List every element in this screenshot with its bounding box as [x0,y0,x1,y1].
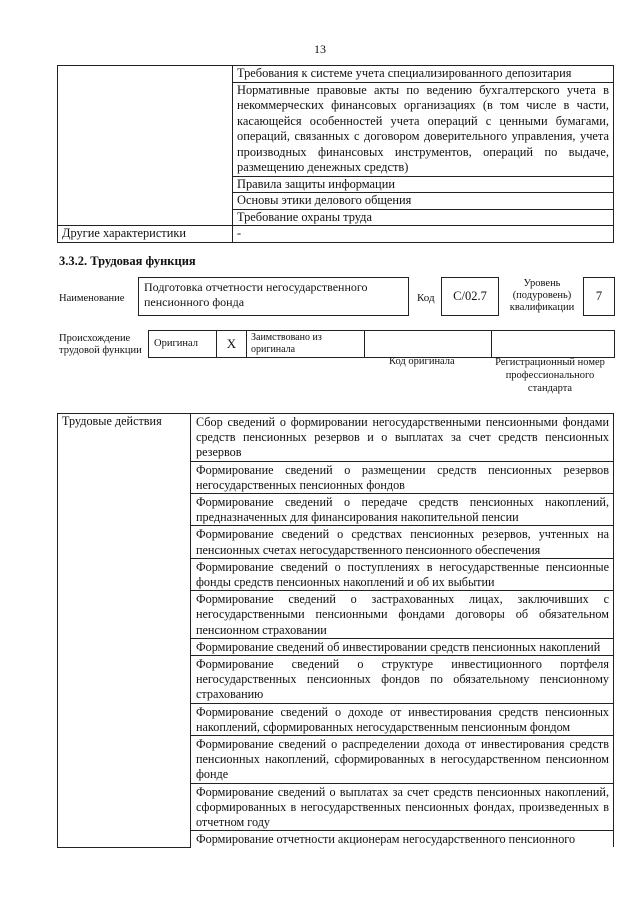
table-row: Формирование сведений о передаче средств пенсионных накоплений, предназначенных для финансирования накопительной пенсии [191,494,614,526]
level-label: Уровень (подуровень) квалификации [509,278,575,313]
table-row: Нормативные правовые акты по ведению бухгалтерского учета в некоммерческих финансовых организациях (в том числе в части, касающейся особенностей учета операций с ценными бумагами, операций, связанных с договором доверительного управления, учета производных финансовых инструментов, операций по выдаче, размещению денежных средств) [233,82,614,176]
code-original-label: Код оригинала [389,356,455,367]
table-row: Основы этики делового общения [233,193,614,210]
reg-number-label: Регистрационный номер профессионального стандарта [495,357,605,394]
labor-actions-table [57,413,614,848]
table-row: Требования к системе учета специализированного депозитария [233,66,614,83]
table-row: Формирование сведений о поступлениях в негосударственные пенсионные фонды средств пенсионных накоплений и об их выбытии [191,558,614,590]
page-number: 13 [314,42,326,56]
knowledge-table [57,65,614,243]
code-label: Код [417,292,435,304]
table-row: Требование охраны труда [233,209,614,226]
table-row: Формирование сведений о структуре инвестиционного портфеля негосударственных пенсионных фондов по обязательному пенсионному страхованию [191,656,614,704]
table-row: Сбор сведений о формировании негосударственными пенсионными фондами средств пенсионных резервов и о выплатах за счет средств пенсионных резервов [191,414,614,462]
code-box: С/02.7 [441,277,499,316]
origin-label: Происхождение трудовой функции [59,333,142,356]
labor-actions-label: Трудовые действия [58,414,191,848]
origin-row [148,330,615,358]
table-row: Формирование сведений о распределении дохода от инвестирования средств пенсионных накоплений, сформированных в негосударственном пенсионном фонде [191,736,614,784]
name-label: Наименование [59,293,125,304]
table-row: Формирование сведений о размещении средств пенсионных резервов негосударственных пенсионных фондов [191,461,614,493]
other-characteristics-value: - [233,226,614,243]
borrowed-label: Заимствовано из оригинала [247,331,365,357]
table-row: Формирование сведений о выплатах за счет средств пенсионных накоплений, сформированных в негосударственных пенсионных фондах, произведенных в отчетном году [191,783,614,831]
code-original-cell [365,331,492,357]
table-cell-empty [58,66,233,226]
table-row: Формирование отчетности акционерам негосударственного пенсионного [191,831,614,848]
table-row: Формирование сведений о застрахованных лицах, заключивших с негосударственными пенсионными фондами договоры об обязательном пенсионном страховании [191,591,614,639]
other-characteristics-label: Другие характеристики [58,226,233,243]
table-row: Правила защиты информации [233,176,614,193]
original-label: Оригинал [149,331,217,357]
original-mark: X [217,331,247,357]
function-name-box: Подготовка отчетности негосударственного пенсионного фонда [138,277,409,316]
section-title: 3.3.2. Трудовая функция [59,254,196,268]
level-box: 7 [583,277,615,316]
table-row: Формирование сведений об инвестировании средств пенсионных накоплений [191,638,614,655]
table-row: Формирование сведений о доходе от инвестирования средств пенсионных накоплений, сформированных негосударственным пенсионным фондом [191,703,614,735]
table-row: Формирование сведений о средствах пенсионных резервов, учтенных на пенсионных счетах негосударственного пенсионного обеспечения [191,526,614,558]
